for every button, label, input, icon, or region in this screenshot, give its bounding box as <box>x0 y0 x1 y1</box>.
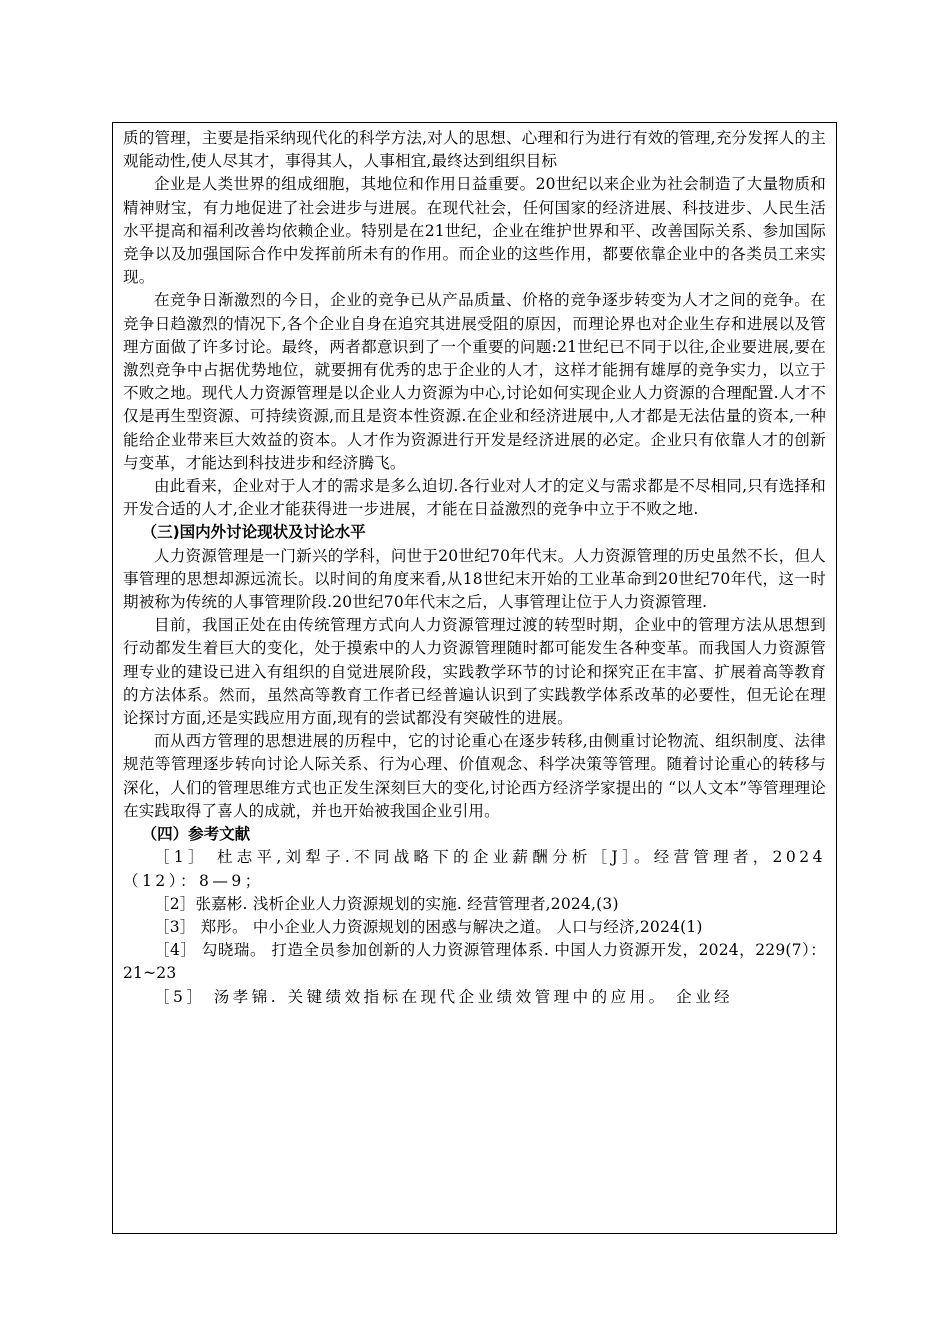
reference-item: ［3］ 郑彤。 中小企业人力资源规划的困惑与解决之道。 人口与经济,2024(1) <box>154 917 703 936</box>
paragraph: 而从西方管理的思想进展的历程中，它的讨论重心在逐步转移,由侧重讨论物流、组织制度、法律规范等管理逐步转向讨论人际关系、行为心理、价值观念、科学决策等管理。随着讨论重心的转移与深化，人们的管理思维方式也正发生深刻巨大的变化,讨论西方经济学家提出的 “以人文本”等管理理论在实践取得了喜人的成就，并也开始被我国企业引用。 <box>123 732 826 820</box>
paragraph: 目前，我国正处在由传统管理方式向人力资源管理过渡的转型时期，企业中的管理方法从思想到行动都发生着巨大的变化，处于摸索中的人力资源管理随时都可能发生各种变革。而我国人力资源管理专业的建设已进入有组织的自觉进展阶段，实践教学环节的讨论和探究正在丰富、扩展着高等教育的方法体系。然而，虽然高等教育工作者已经普遍认识到了实践教学体系改革的必要性，但无论在理论探讨方面,还是实践应用方面,现有的尝试都没有突破性的进展。 <box>123 616 826 728</box>
reference-item: ［2］张嘉彬. 浅析企业人力资源规划的实施. 经营管理者,2024,(3) <box>154 894 619 913</box>
paragraph: 人力资源管理是一门新兴的学科，问世于20世纪70年代末。人力资源管理的历史虽然不长，但人事管理的思想却源远流长。以时间的角度来看,从18世纪末开始的工业革命到20世纪70年代，这一时期被称为传统的人事管理阶段.20世纪70年代末之后，人事管理让位于人力资源管理. <box>123 546 826 612</box>
paragraph: 质的管理，主要是指采纳现代化的科学方法,对人的思想、心理和行为进行有效的管理,充分发挥人的主观能动性,使人尽其才，事得其人，人事相宜,最终达到组织目标 <box>123 129 826 171</box>
reference-item: ［5］ 汤孝锦. 关键绩效指标在现代企业绩效管理中的应用。 企业经 <box>154 987 734 1006</box>
section-heading-4: （四）参考文献 <box>141 825 251 844</box>
reference-item: ［1］ 杜志平,刘犁子.不同战略下的企业薪酬分析［J］。经营管理者，2024（12）：8—9； <box>123 848 826 890</box>
document-frame <box>112 122 837 1234</box>
paragraph: 在竞争日渐激烈的今日，企业的竞争已从产品质量、价格的竞争逐步转变为人才之间的竞争。在竞争日趋激烈的情况下,各个企业自身在追究其进展受阻的原因，而理论界也对企业生存和进展以及管理方面做了许多讨论。最终，两者都意识到了一个重要的问题:21世纪已不同于以往,企业要进展,要在激烈竞争中占据优势地位，就要拥有优秀的忠于企业的人才，这样才能拥有雄厚的竞争实力，以立于不败之地。现代人力资源管理是以企业人力资源为中心,讨论如何实现企业人力资源的合理配置.人才不仅是再生型资源、可持续资源,而且是资本性资源.在企业和经济进展中,人才都是无法估量的资本,一种能给企业带来巨大效益的资本。人才作为资源进行开发是经济进展的必定。企业只有依靠人才的创新与变革，才能达到科技进步和经济腾飞。 <box>123 291 826 472</box>
paragraph: 企业是人类世界的组成细胞，其地位和作用日益重要。20世纪以来企业为社会制造了大量物质和精神财宝，有力地促进了社会进步与进展。在现代社会，任何国家的经济进展、科技进步、人民生活水平提高和福利改善均依赖企业。特别是在21世纪，企业在维护世界和平、改善国际关系、参加国际竞争以及加强国际合作中发挥前所未有的作用。而企业的这些作用，都要依靠企业中的各类员工来实现。 <box>123 175 826 287</box>
paragraph: 由此看来，企业对于人才的需求是多么迫切.各行业对人才的定义与需求都是不尽相同,只有选择和开发合适的人才,企业才能获得进一步进展，才能在日益激烈的竞争中立于不败之地. <box>123 477 826 519</box>
section-heading-3: （三)国内外讨论现状及讨论水平 <box>141 523 366 542</box>
reference-item: ［4］ 勾晓瑞。 打造全员参加创新的人力资源管理体系. 中国人力资源开发，2024，229(7）：21~23 <box>123 941 826 983</box>
